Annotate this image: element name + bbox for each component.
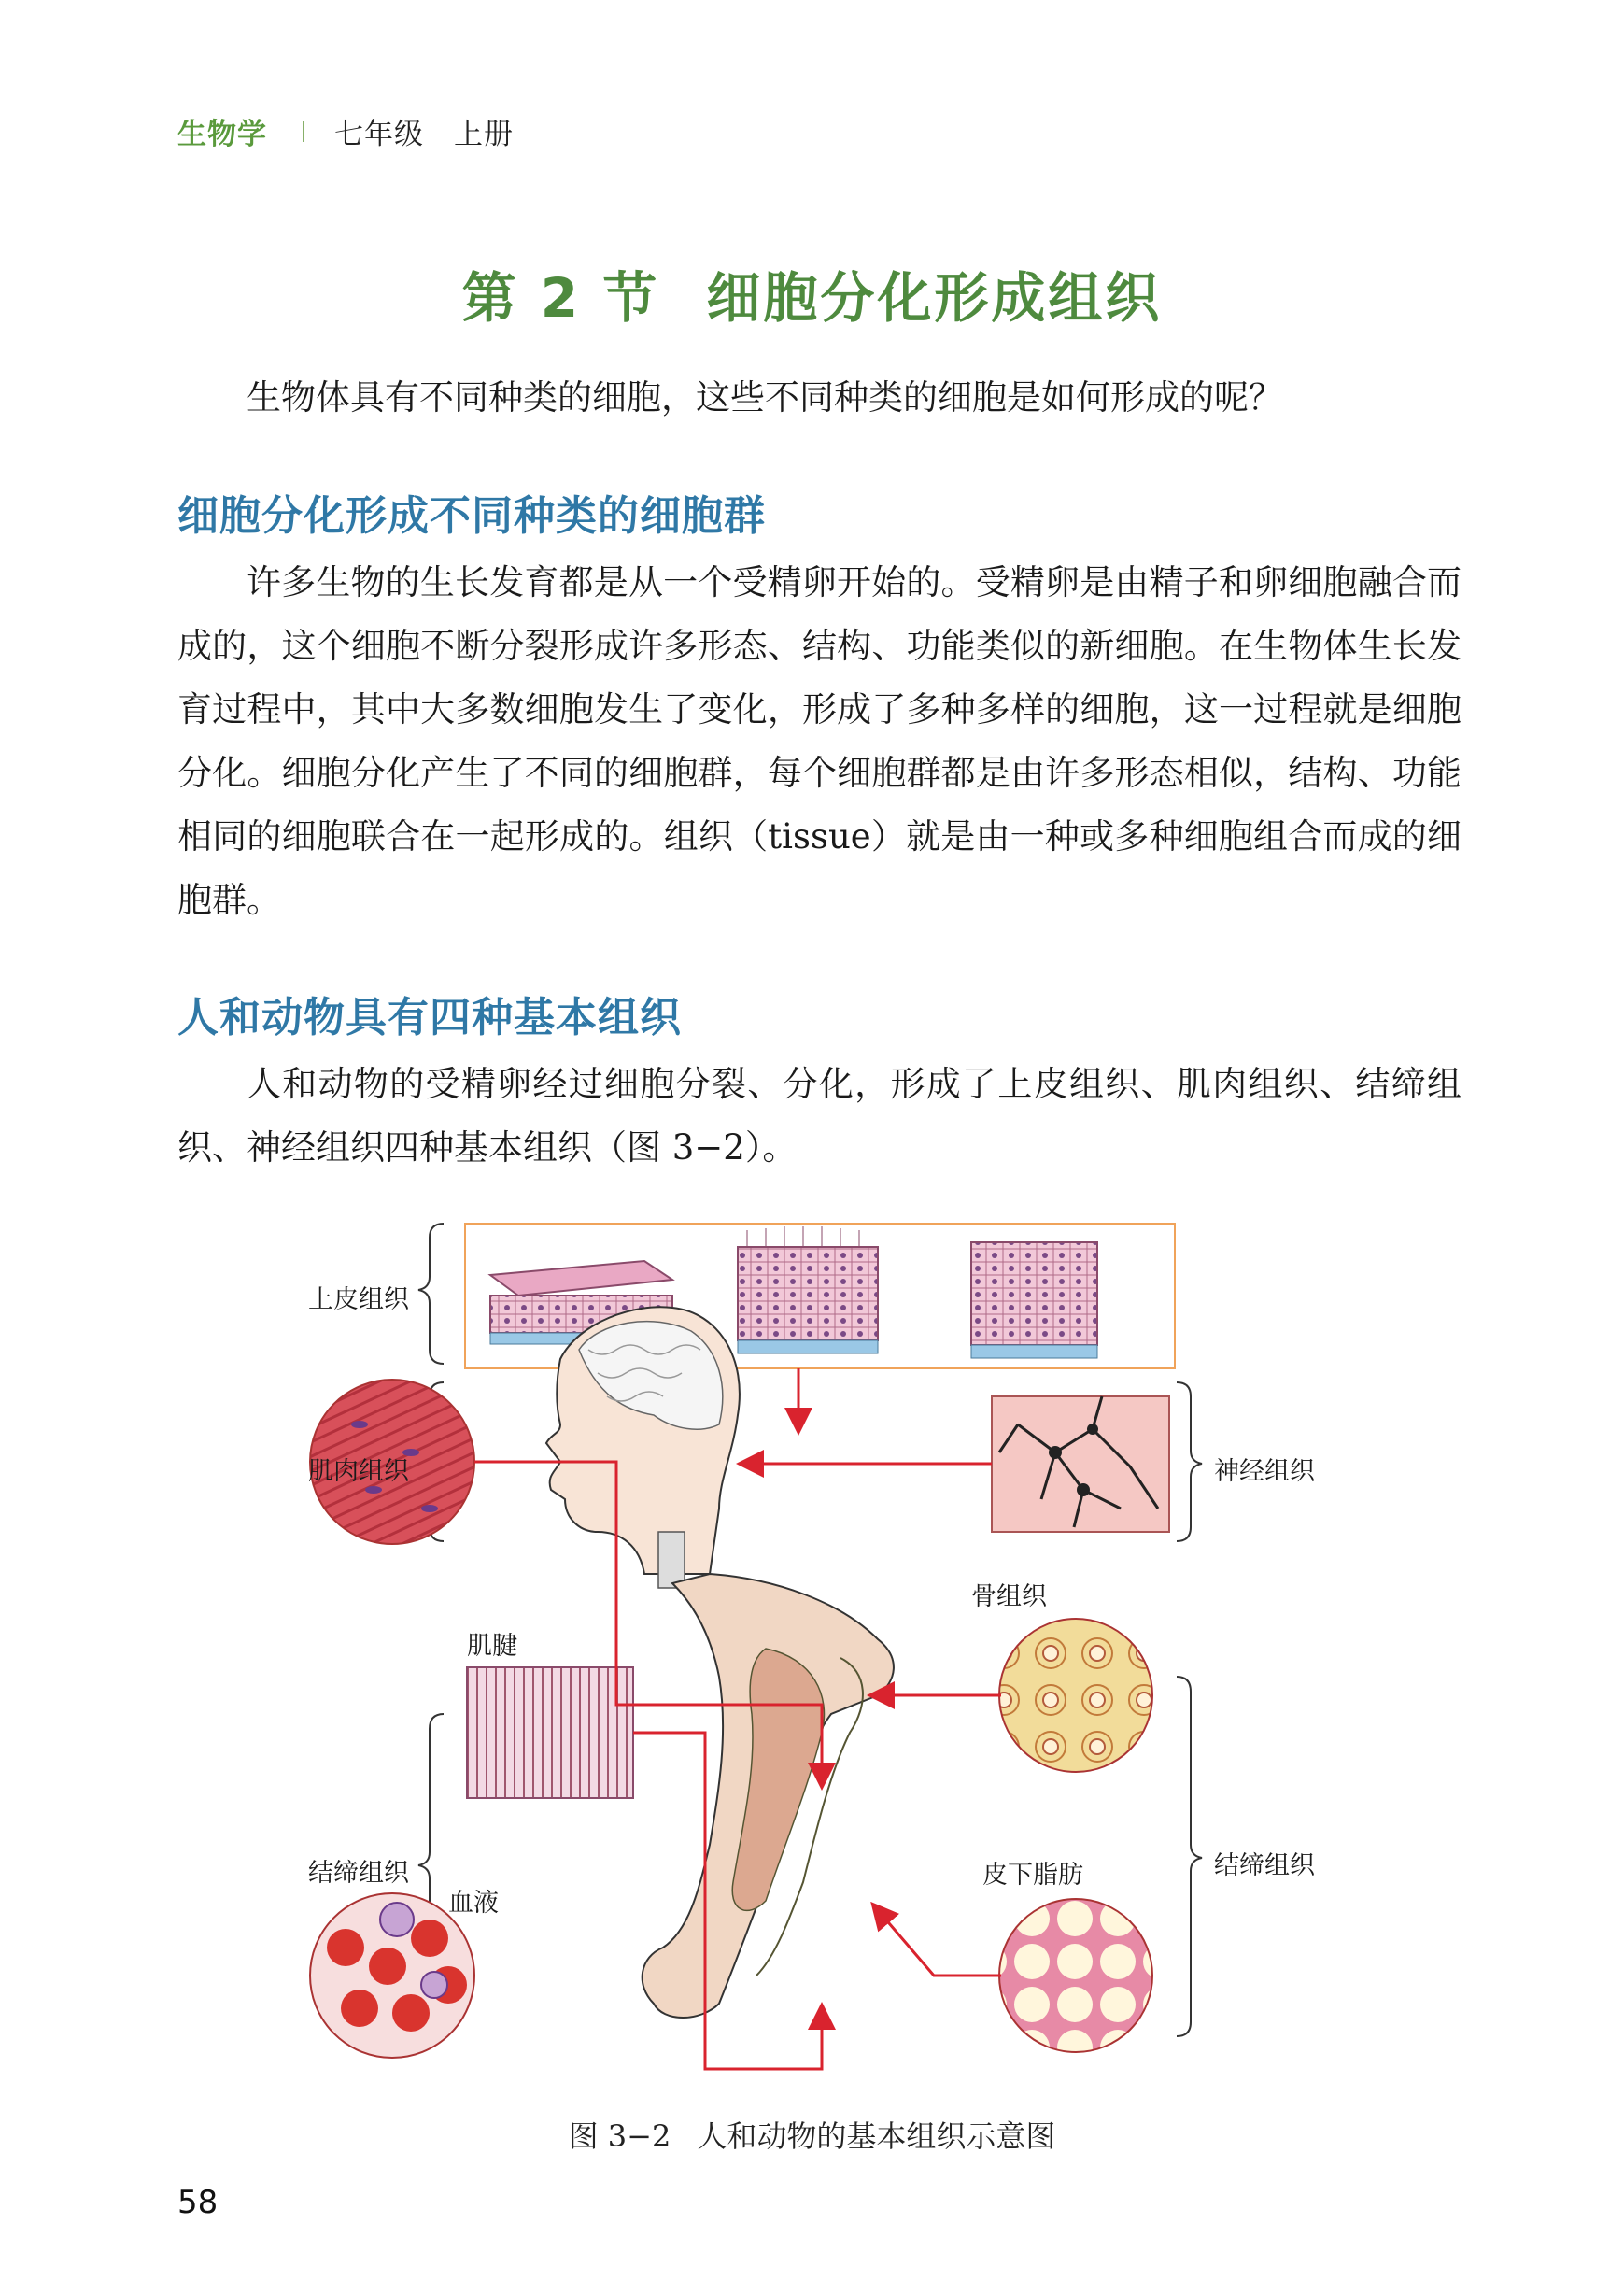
label-connective-left: 结缔组织 (308, 1859, 409, 1888)
section-title (0, 254, 1624, 333)
subsection-paragraph-1: 许多生物的生长发育都是从一个受精卵开始的。受精卵是由精子和卵细胞融合而成的，这个细胞不断分裂形成许多形态、结构、功能类似的新细胞。在生物体生长发育过程中，其中大多数细胞发生了变化，形成了多种多样的细胞，这一过程就是细胞分化。细胞分化产生了不同的细胞群，每个细胞群都是由许多形态相似，结构、功能相同的细胞联合在一起形成的。组织（tissue）就是由一种或多种细胞组合而成的细胞群。 (177, 562, 1462, 920)
figure-caption-text: 人和动物的基本组织示意图 (697, 2118, 1056, 2154)
tissue-figure (280, 1210, 1345, 2097)
connective-right-bracket (1177, 1677, 1202, 2036)
label-connective-right: 结缔组织 (1214, 1851, 1315, 1880)
subsection-heading-2: 人和动物具有四种基本组织 (177, 994, 682, 1041)
epithelial-bracket (418, 1224, 444, 1364)
section-title-text: 细胞分化形成组织 (706, 266, 1163, 330)
label-tendon: 肌腱 (467, 1632, 517, 1661)
label-muscle: 肌肉组织 (308, 1457, 409, 1486)
running-header (177, 110, 514, 152)
page-number: 58 (177, 2184, 219, 2221)
section-number: 第 2 节 (461, 266, 660, 330)
human-body-illustration (546, 1307, 894, 2018)
grade-volume: 七年级 上册 (334, 118, 514, 151)
label-fat: 皮下脂肪 (982, 1861, 1083, 1890)
intro-paragraph: 生物体具有不同种类的细胞，这些不同种类的细胞是如何形成的呢？ (247, 377, 1283, 418)
subsection-heading-1: 细胞分化形成不同种类的细胞群 (177, 492, 766, 540)
nerve-tissue-image (992, 1396, 1169, 1532)
book-title: 生物学 (177, 118, 267, 151)
label-nerve: 神经组织 (1214, 1457, 1315, 1486)
figure-caption (0, 2113, 1624, 2156)
header-divider (303, 121, 304, 142)
figure-number: 图 3−2 (568, 2118, 671, 2154)
bone-tissue-image (999, 1619, 1158, 1778)
label-epithelial: 上皮组织 (308, 1285, 409, 1314)
label-bone: 骨组织 (971, 1582, 1047, 1611)
subsection-paragraph-2: 人和动物的受精卵经过细胞分裂、分化，形成了上皮组织、肌肉组织、结缔组织、神经组织四种基本组织（图 3−2）。 (177, 1064, 1462, 1168)
nerve-bracket (1177, 1382, 1202, 1541)
label-blood: 血液 (448, 1889, 499, 1918)
tissue-illustration (280, 1210, 1345, 2097)
fat-tissue-image (999, 1899, 1158, 2058)
tendon-tissue-image (467, 1667, 633, 1798)
epithelium-stratified (971, 1242, 1097, 1358)
